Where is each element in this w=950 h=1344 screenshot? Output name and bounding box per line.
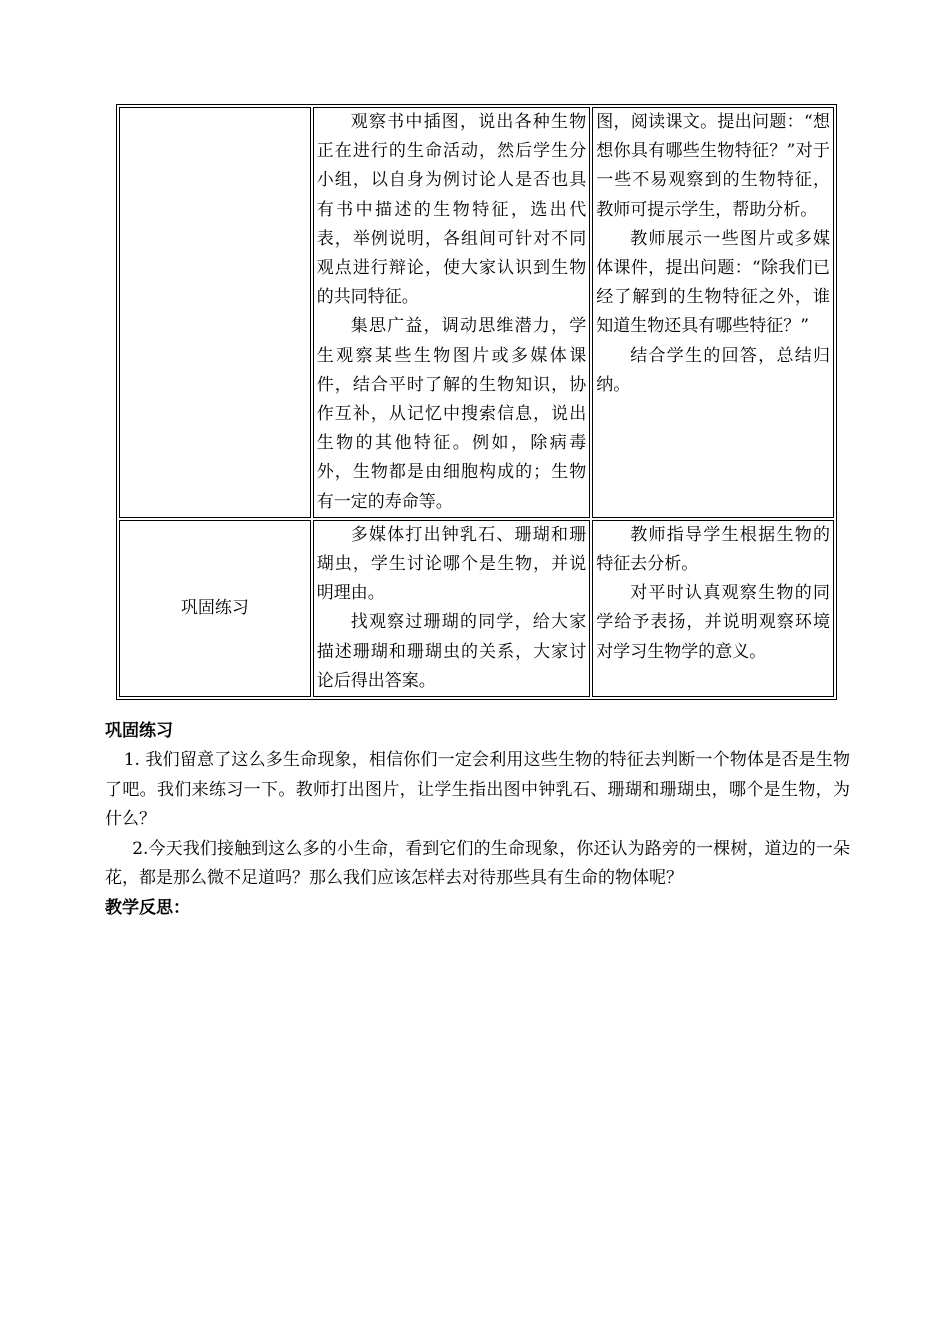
student-activity-paragraph: 多媒体打出钟乳石、珊瑚和珊瑚虫，学生讨论哪个是生物，并说明理由。 [316, 524, 587, 604]
practice-section [105, 717, 850, 923]
teacher-activity-paragraph: 教师指导学生根据生物的特征去分析。 [596, 524, 830, 575]
student-activity-cell [313, 107, 590, 518]
practice-item: 1. 我们留意了这么多生命现象，相信你们一定会利用这些生物的特征去判断一个物体是否是生物了吧。我们来练习一下。教师打出图片，让学生指出图中钟乳石、珊瑚和珊瑚虫，哪个是生物，为什么？ [105, 750, 850, 829]
teacher-activity-paragraph: 教师展示一些图片或多媒体课件，提出问题：“除我们已经了解到的生物特征之外，谁知道生物还具有哪些特征？” [596, 228, 830, 337]
teacher-activity-cell [592, 107, 834, 518]
row-label [119, 107, 311, 518]
teacher-activity-paragraph: 结合学生的回答，总结归纳。 [596, 345, 830, 395]
student-activity-paragraph: 找观察过珊瑚的同学，给大家描述珊瑚和珊瑚虫的关系，大家讨论后得出答案。 [316, 612, 587, 691]
student-activity-cell [313, 520, 590, 697]
reflection-heading: 教学反思： [105, 897, 190, 918]
table-row [119, 520, 834, 697]
student-activity-paragraph: 集思广益，调动思维潜力，学生观察某些生物图片或多媒体课件，结合平时了解的生物知识，协作互补，从记忆中搜索信息，说出生物的其他特征。例如，除病毒外，生物都是由细胞构成的；生物有一定的寿命等。 [316, 316, 587, 512]
row-label: 巩固练习 [119, 520, 311, 697]
table-row [119, 107, 834, 518]
lesson-table [116, 104, 837, 700]
teacher-activity-cell [592, 520, 834, 697]
student-activity-paragraph: 观察书中插图，说出各种生物正在进行的生命活动，然后学生分小组，以自身为例讨论人是否也具有书中描述的生物特征，选出代表，举例说明，各组间可针对不同观点进行辩论，使大家认识到生物的共同特征。 [316, 112, 587, 308]
teacher-activity-paragraph: 对平时认真观察生物的同学给予表扬，并说明观察环境对学习生物学的意义。 [596, 583, 830, 662]
practice-item: 2.今天我们接触到这么多的小生命，看到它们的生命现象，你还认为路旁的一棵树，道边的一朵花，都是那么微不足道吗？那么我们应该怎样去对待那些具有生命的物体呢？ [105, 838, 850, 888]
teacher-activity-paragraph: 图，阅读课文。提出问题：“想想你具有哪些生物特征？”对于一些不易观察到的生物特征，教师可提示学生，帮助分析。 [596, 112, 830, 220]
practice-heading: 巩固练习 [105, 721, 173, 741]
